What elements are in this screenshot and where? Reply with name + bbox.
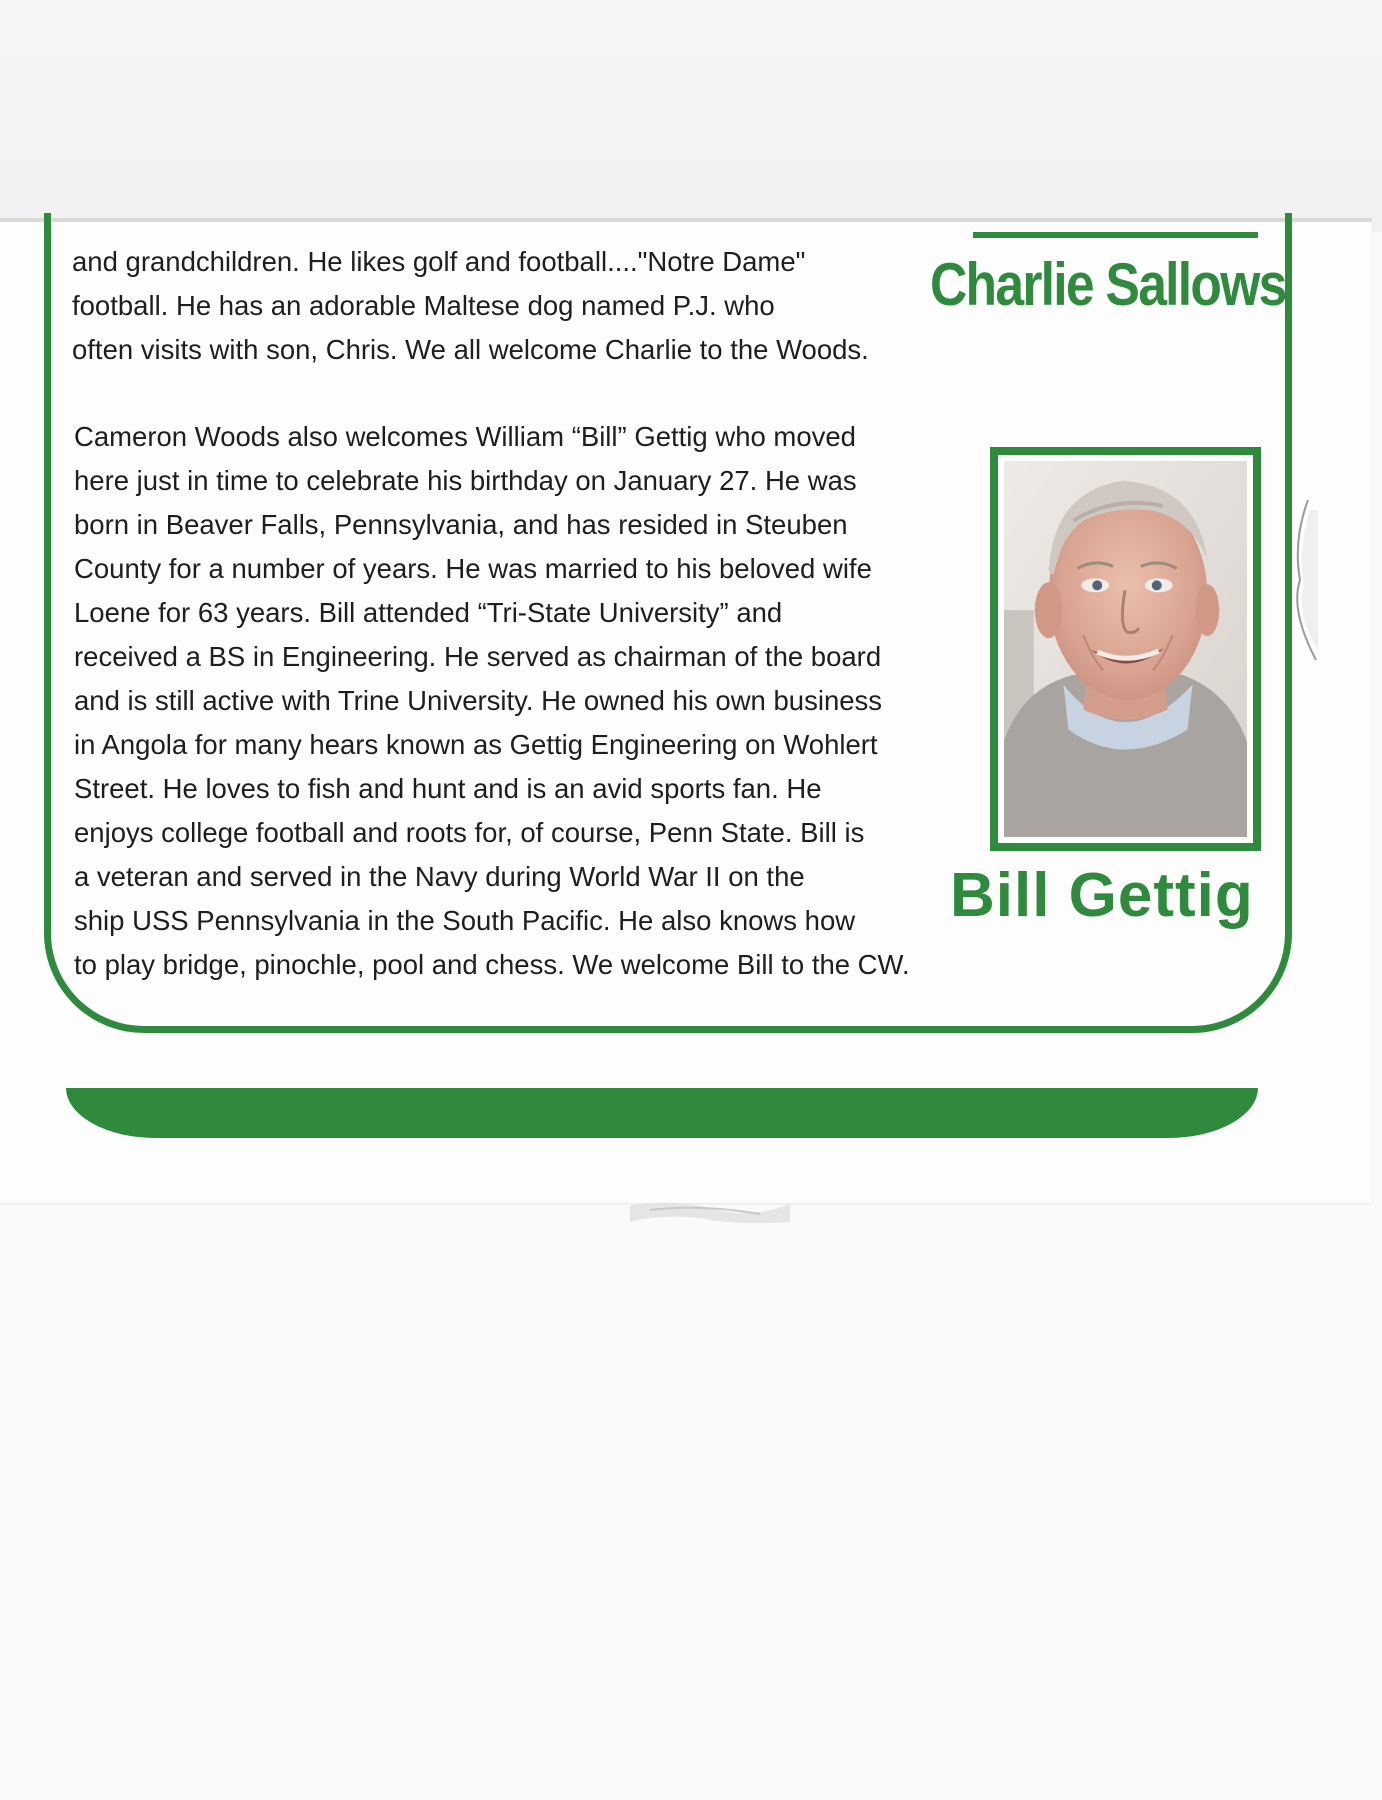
charlie-paragraph: and grandchildren. He likes golf and football...."Notre Dame" football. He has an adorable Maltese dog named P.J. who often visits with son, Chris. We all welcome Charlie to the Woods. <box>72 246 869 365</box>
bill-photo-frame <box>990 447 1261 851</box>
paper-crumple-mark <box>630 1196 790 1226</box>
green-bottom-band <box>66 1088 1258 1138</box>
green-border-tab <box>973 218 1258 238</box>
scan-background-top <box>0 0 1382 232</box>
bill-paragraph: Cameron Woods also welcomes William “Bill” Gettig who moved here just in time to celebrate his birthday on January 27. He was born in Beaver Falls, Pennsylvania, and has resided in Steuben County for a number of years. He was married to his beloved wife Loene for 63 years. Bill attended “Tri-State University” and received a BS in Engineering. He served as chairman of the board and is still active with Trine University. He owned his own business in Angola for many hears known as Gettig Engineering on Wohlert Street. He loves to fish and hunt and is an avid sports fan. He enjoys college football and roots for, of course, Penn State. Bill is a veteran and served in the Navy during World War II on the ship USS Pennsylvania in the South Pacific. He also knows how to play bridge, pinochle, pool and chess. We welcome Bill to the CW. <box>74 421 910 980</box>
bill-portrait-photo <box>1004 461 1247 837</box>
charlie-sallows-heading: Charlie Sallows <box>930 251 1286 318</box>
bill-gettig-heading: Bill Gettig <box>950 861 1254 930</box>
paper-tear-mark <box>1288 500 1318 660</box>
